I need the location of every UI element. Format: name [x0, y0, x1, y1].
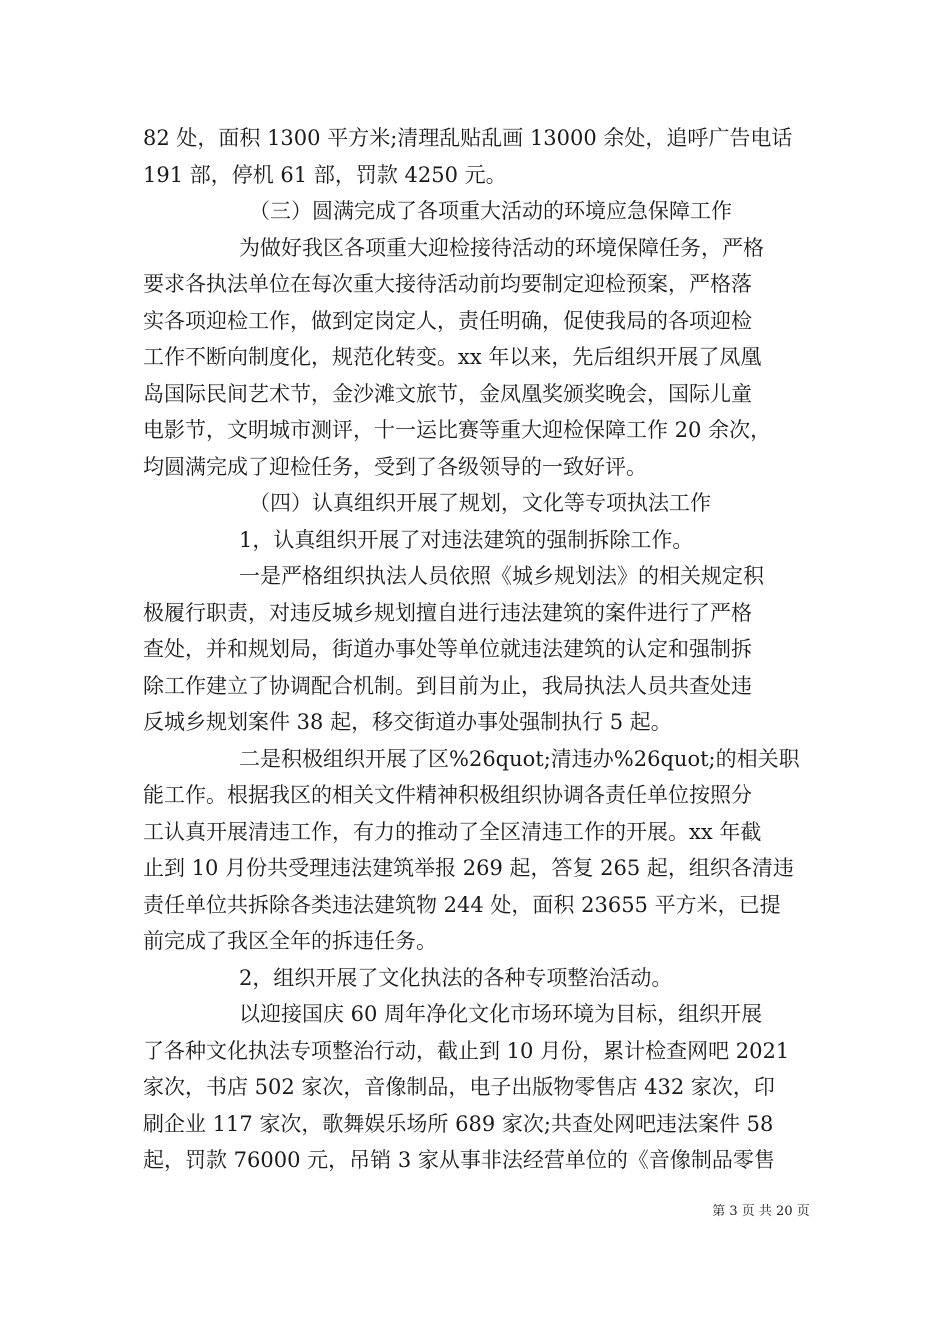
subheading: 1，认真组织开展了对违法建筑的强制拆除工作。	[239, 527, 694, 552]
text-line: 责任单位共拆除各类违法建筑物 244 处，面积 23655 平方米，已提	[143, 892, 781, 917]
text-line: 一是严格组织执法人员依照《城乡规划法》的相关规定积	[239, 564, 764, 588]
text-line: 电影节，文明城市测评，十一运比赛等重大迎检保障工作 20 余次，	[143, 418, 772, 442]
text-line: 工认真开展清违工作，有力的推动了全区清违工作的开展。xx 年截	[143, 819, 762, 844]
text-line: 82 处，面积 1300 平方米;清理乱贴乱画 13000 余处，追呼广告电话	[143, 126, 793, 150]
section-heading: （四）认真组织开展了规划，文化等专项执法工作	[249, 491, 711, 515]
text-line: 止到 10 月份共受理违法建筑举报 269 起，答复 265 起，组织各清违	[143, 856, 794, 880]
text-line: 了各种文化执法专项整治行动，截止到 10 月份，累计检查网吧 2021	[143, 1038, 790, 1063]
text-line: 为做好我区各项重大迎检接待活动的环境保障任务，严格	[239, 235, 764, 260]
text-line: 反城乡规划案件 38 起，移交街道办事处强制执行 5 起。	[143, 710, 672, 734]
text-line: 前完成了我区全年的拆违任务。	[143, 929, 437, 953]
subheading: 2，组织开展了文化执法的各种专项整治活动。	[239, 965, 673, 990]
text-line: 实各项迎检工作，做到定岗定人，责任明确，促使我局的各项迎检	[143, 308, 752, 333]
text-line: 起，罚款 76000 元，吊销 3 家从事非法经营单位的《音像制品零售	[143, 1148, 775, 1172]
text-line: 均圆满完成了迎检任务，受到了各级领导的一致好评。	[143, 454, 647, 479]
text-line: 191 部，停机 61 部，罚款 4250 元。	[143, 162, 507, 187]
text-line: 二是积极组织开展了区%26quot;清违办%26quot;的相关职	[239, 746, 800, 771]
text-line: 家次，书店 502 家次，音像制品，电子出版物零售店 432 家次，印	[143, 1075, 775, 1099]
text-line: 查处，并和规划局，街道办事处等单位就违法建筑的认定和强制拆	[143, 637, 752, 661]
text-line: 要求各执法单位在每次重大接待活动前均要制定迎检预案，严格落	[143, 272, 752, 296]
text-line: 以迎接国庆 60 周年净化文化市场环境为目标，组织开展	[239, 1002, 763, 1026]
document-body	[143, 120, 808, 1179]
text-line: 能工作。根据我区的相关文件精神积极组织协调各责任单位按照分	[143, 783, 752, 807]
text-line: 工作不断向制度化，规范化转变。xx 年以来，先后组织开展了凤凰	[143, 345, 762, 369]
text-line: 刷企业 117 家次，歌舞娱乐场所 689 家次;共查处网吧违法案件 58	[143, 1111, 774, 1136]
section-heading: （三）圆满完成了各项重大活动的环境应急保障工作	[249, 199, 732, 223]
text-line: 除工作建立了协调配合机制。到目前为止，我局执法人员共查处违	[143, 673, 752, 698]
page-number-footer: 第 3 页 共 20 页	[712, 1204, 810, 1219]
text-line: 岛国际民间艺术节，金沙滩文旅节，金凤凰奖颁奖晚会，国际儿童	[143, 381, 752, 406]
text-line: 极履行职责，对违反城乡规划擅自进行违法建筑的案件进行了严格	[143, 600, 752, 625]
